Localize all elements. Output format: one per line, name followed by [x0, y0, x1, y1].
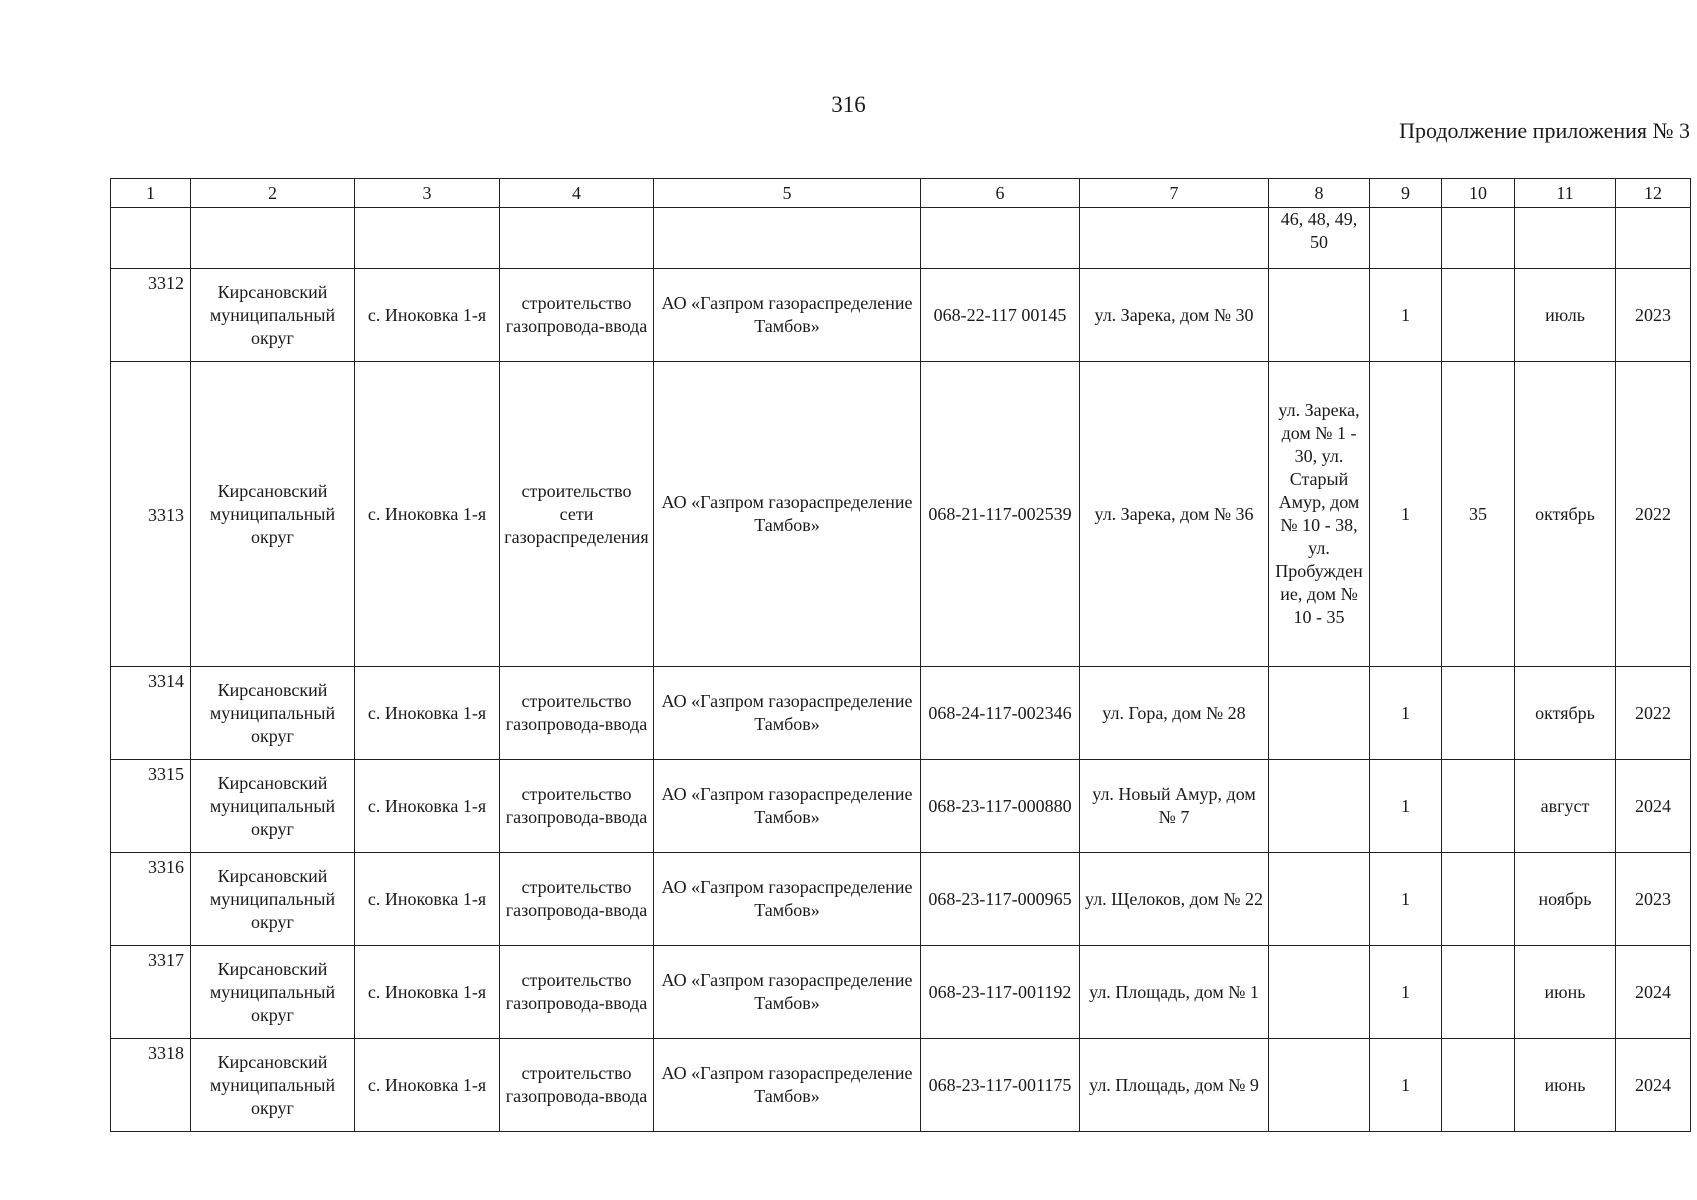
column-header: 3: [355, 179, 500, 208]
row-number-cell: 3317: [111, 946, 191, 1039]
appendix-continuation-note: Продолжение приложения № 3: [1399, 118, 1690, 143]
register-table: [110, 178, 1691, 1132]
extra-addresses-cell: ул. Зарека, дом № 1 - 30, ул. Старый Амур, дом № 10 - 38, ул. Пробуждение, дом № 10 - 35: [1269, 362, 1370, 667]
column-9-cell: 1: [1370, 853, 1442, 946]
district-cell: Кирсановский муниципальный округ: [191, 667, 355, 760]
district-cell: Кирсановский муниципальный округ: [191, 760, 355, 853]
table-row: [111, 760, 1691, 853]
year-cell: 2023: [1616, 853, 1691, 946]
object-code-cell: 068-23-117-001175: [921, 1039, 1080, 1132]
column-9-cell: 1: [1370, 946, 1442, 1039]
work-type-cell: строительство сети газораспределения: [500, 362, 654, 667]
work-type-cell: строительство газопровода-ввода: [500, 946, 654, 1039]
work-type-cell: строительство газопровода-ввода: [500, 760, 654, 853]
column-10-cell: [1442, 760, 1515, 853]
column-9-cell: 1: [1370, 760, 1442, 853]
organization-cell: АО «Газпром газораспределение Тамбов»: [654, 760, 921, 853]
column-header: 10: [1442, 179, 1515, 208]
extra-addresses-cell: [1269, 667, 1370, 760]
settlement-cell: с. Иноковка 1-я: [355, 853, 500, 946]
column-9-cell: 1: [1370, 1039, 1442, 1132]
column-number-header-row: [111, 179, 1691, 208]
year-cell: 2024: [1616, 946, 1691, 1039]
column-header: 1: [111, 179, 191, 208]
district-cell: Кирсановский муниципальный округ: [191, 362, 355, 667]
extra-addresses-cell: [1269, 269, 1370, 362]
address-cell: ул. Площадь, дом № 9: [1080, 1039, 1269, 1132]
row-number-cell: 3315: [111, 760, 191, 853]
object-code-cell: 068-21-117-002539: [921, 362, 1080, 667]
row-number-cell: 3313: [111, 362, 191, 667]
settlement-cell: с. Иноковка 1-я: [355, 946, 500, 1039]
work-type-cell: строительство газопровода-ввода: [500, 853, 654, 946]
organization-cell: АО «Газпром газораспределение Тамбов»: [654, 946, 921, 1039]
extra-addresses-cell: [1269, 853, 1370, 946]
organization-cell: АО «Газпром газораспределение Тамбов»: [654, 667, 921, 760]
extra-addresses-cell: 46, 48, 49, 50: [1269, 208, 1370, 269]
column-header: 11: [1515, 179, 1616, 208]
settlement-cell: с. Иноковка 1-я: [355, 760, 500, 853]
table-row: [111, 269, 1691, 362]
column-9-cell: 1: [1370, 269, 1442, 362]
row-number-cell: 3312: [111, 269, 191, 362]
column-header: 8: [1269, 179, 1370, 208]
table-row: [111, 667, 1691, 760]
settlement-cell: с. Иноковка 1-я: [355, 269, 500, 362]
address-cell: ул. Зарека, дом № 30: [1080, 269, 1269, 362]
district-cell: Кирсановский муниципальный округ: [191, 269, 355, 362]
year-cell: 2023: [1616, 269, 1691, 362]
extra-addresses-cell: [1269, 1039, 1370, 1132]
year-cell: 2024: [1616, 1039, 1691, 1132]
month-cell: июль: [1515, 269, 1616, 362]
address-cell: ул. Новый Амур, дом № 7: [1080, 760, 1269, 853]
work-type-cell: строительство газопровода-ввода: [500, 667, 654, 760]
month-cell: август: [1515, 760, 1616, 853]
row-number-cell: 3316: [111, 853, 191, 946]
object-code-cell: 068-23-117-001192: [921, 946, 1080, 1039]
table-row: [111, 1039, 1691, 1132]
work-type-cell: строительство газопровода-ввода: [500, 269, 654, 362]
column-header: 4: [500, 179, 654, 208]
district-cell: Кирсановский муниципальный округ: [191, 853, 355, 946]
work-type-cell: строительство газопровода-ввода: [500, 1039, 654, 1132]
column-10-cell: [1442, 1039, 1515, 1132]
settlement-cell: с. Иноковка 1-я: [355, 667, 500, 760]
address-cell: ул. Зарека, дом № 36: [1080, 362, 1269, 667]
column-header: 7: [1080, 179, 1269, 208]
column-header: 6: [921, 179, 1080, 208]
month-cell: июнь: [1515, 1039, 1616, 1132]
extra-addresses-cell: [1269, 946, 1370, 1039]
column-9-cell: 1: [1370, 362, 1442, 667]
column-10-cell: [1442, 667, 1515, 760]
column-9-cell: 1: [1370, 667, 1442, 760]
column-header: 9: [1370, 179, 1442, 208]
address-cell: ул. Площадь, дом № 1: [1080, 946, 1269, 1039]
table-row: [111, 946, 1691, 1039]
organization-cell: АО «Газпром газораспределение Тамбов»: [654, 1039, 921, 1132]
table-row: [111, 853, 1691, 946]
column-header: 12: [1616, 179, 1691, 208]
page-number: 316: [831, 92, 866, 117]
settlement-cell: с. Иноковка 1-я: [355, 1039, 500, 1132]
column-10-cell: [1442, 946, 1515, 1039]
object-code-cell: 068-23-117-000965: [921, 853, 1080, 946]
address-cell: ул. Щелоков, дом № 22: [1080, 853, 1269, 946]
object-code-cell: 068-23-117-000880: [921, 760, 1080, 853]
organization-cell: АО «Газпром газораспределение Тамбов»: [654, 269, 921, 362]
month-cell: ноябрь: [1515, 853, 1616, 946]
month-cell: июнь: [1515, 946, 1616, 1039]
row-number-cell: 3318: [111, 1039, 191, 1132]
organization-cell: АО «Газпром газораспределение Тамбов»: [654, 362, 921, 667]
column-10-cell: [1442, 269, 1515, 362]
object-code-cell: 068-22-117 00145: [921, 269, 1080, 362]
table-row: [111, 362, 1691, 667]
continued-row-fragment: [111, 208, 1691, 269]
extra-addresses-cell: [1269, 760, 1370, 853]
row-number-cell: 3314: [111, 667, 191, 760]
year-cell: 2022: [1616, 362, 1691, 667]
column-10-cell: 35: [1442, 362, 1515, 667]
column-header: 2: [191, 179, 355, 208]
settlement-cell: с. Иноковка 1-я: [355, 362, 500, 667]
year-cell: 2024: [1616, 760, 1691, 853]
month-cell: октябрь: [1515, 667, 1616, 760]
column-10-cell: [1442, 853, 1515, 946]
district-cell: Кирсановский муниципальный округ: [191, 946, 355, 1039]
address-cell: ул. Гора, дом № 28: [1080, 667, 1269, 760]
month-cell: октябрь: [1515, 362, 1616, 667]
organization-cell: АО «Газпром газораспределение Тамбов»: [654, 853, 921, 946]
column-header: 5: [654, 179, 921, 208]
year-cell: 2022: [1616, 667, 1691, 760]
object-code-cell: 068-24-117-002346: [921, 667, 1080, 760]
district-cell: Кирсановский муниципальный округ: [191, 1039, 355, 1132]
